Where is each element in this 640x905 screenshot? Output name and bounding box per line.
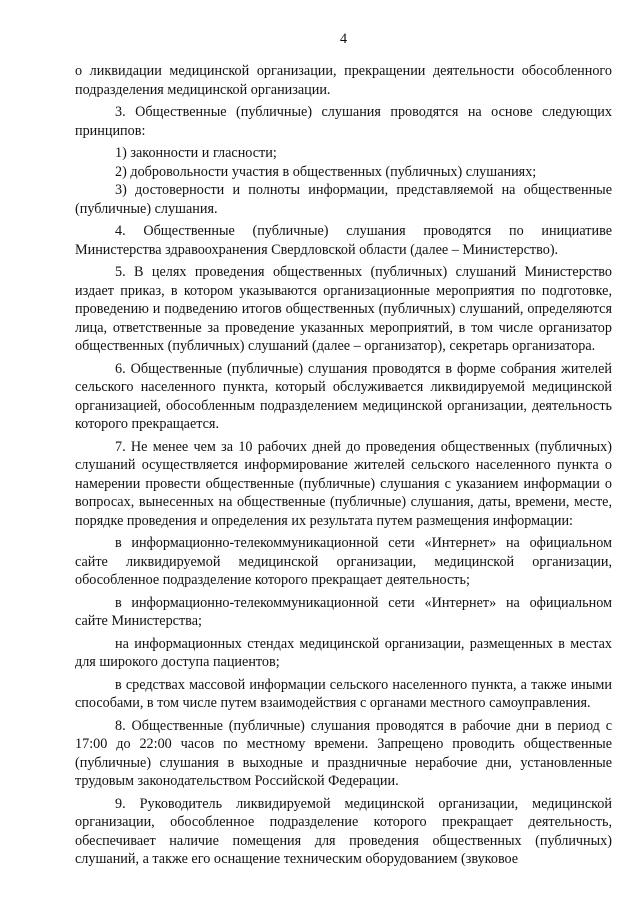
paragraph-4-initiative: 4. Общественные (публичные) слушания проводятся по инициативе Министерства здравоохранения Свердловской области (далее – Министерство).	[75, 223, 612, 258]
principle-1: 1) законности и гласности;	[115, 145, 277, 161]
informing-item-stands: на информационных стендах медицинской организации, размещенных в местах для широкого доступа пациентов;	[75, 635, 612, 670]
paragraph-continuation: о ликвидации медицинской организации, прекращении деятельности обособленного подразделения медицинской организации.	[75, 63, 612, 98]
paragraph-6-form: 6. Общественные (публичные) слушания проводятся в форме собрания жителей сельского населенного пункта, который обслуживается ликвидируемой медицинской организацией, обособленным подразделением медицинской организации, деятельность которого прекращается.	[75, 360, 612, 432]
informing-item-internet-org-site: в информационно-телекоммуникационной сети «Интернет» на официальном сайте ликвидируемой медицинской организации, медицинской организации, обособленное подразделение которого прекращает деятельность;	[75, 535, 612, 588]
informing-item-internet-ministry-site: в информационно-телекоммуникационной сети «Интернет» на официальном сайте Министерства;	[75, 594, 612, 629]
paragraph-7-informing: 7. Не менее чем за 10 рабочих дней до проведения общественных (публичных) слушаний осуществляется информирование жителей сельского населенного пункта о намерении провести общественные (публичные) слушания с указанием информации о вопросах, вынесенных на общественные (публичные) слушания, даты, времени, месте, порядке проведения и определения их результата путем размещения информации:	[75, 438, 612, 529]
paragraph-9-premises: 9. Руководитель ликвидируемой медицинской организации, медицинской организации, обособленное подразделение которого прекращает деятельность, обеспечивает наличие помещения для проведения общественных (публичных) слушаний, а также его оснащение техническим оборудованием (звуковое	[75, 795, 612, 867]
principle-2: 2) добровольности участия в общественных (публичных) слушаниях;	[115, 163, 537, 180]
document-page	[75, 30, 612, 873]
paragraph-5-order: 5. В целях проведения общественных (публичных) слушаний Министерство издает приказ, в котором указываются организационные мероприятия по подготовке, проведению и подведению итогов общественных (публичных) слушаний, определяются лица, ответственные за проведение указанных мероприятий, в том числе организатор общественных (публичных) слушаний (далее – организатор), секретарь организатора.	[75, 264, 612, 354]
page-number: 4	[339, 31, 348, 47]
paragraph-8-schedule: 8. Общественные (публичные) слушания проводятся в рабочие дни в период с 17:00 до 22:00 часов по местному времени. Запрещено проводить общественные (публичные) слушания в выходные и праздничные нерабочие дни, установленные трудовым законодательством Российской Федерации.	[75, 717, 612, 789]
paragraph-3-principles: 3. Общественные (публичные) слушания проводятся на основе следующих принципов:	[75, 104, 612, 139]
informing-item-mass-media: в средствах массовой информации сельского населенного пункта, а также иными способами, в том числе путем взаимодействия с органами местного самоуправления.	[75, 676, 612, 711]
principle-3: 3) достоверности и полноты информации, представляемой на общественные (публичные) слушания.	[75, 182, 612, 217]
